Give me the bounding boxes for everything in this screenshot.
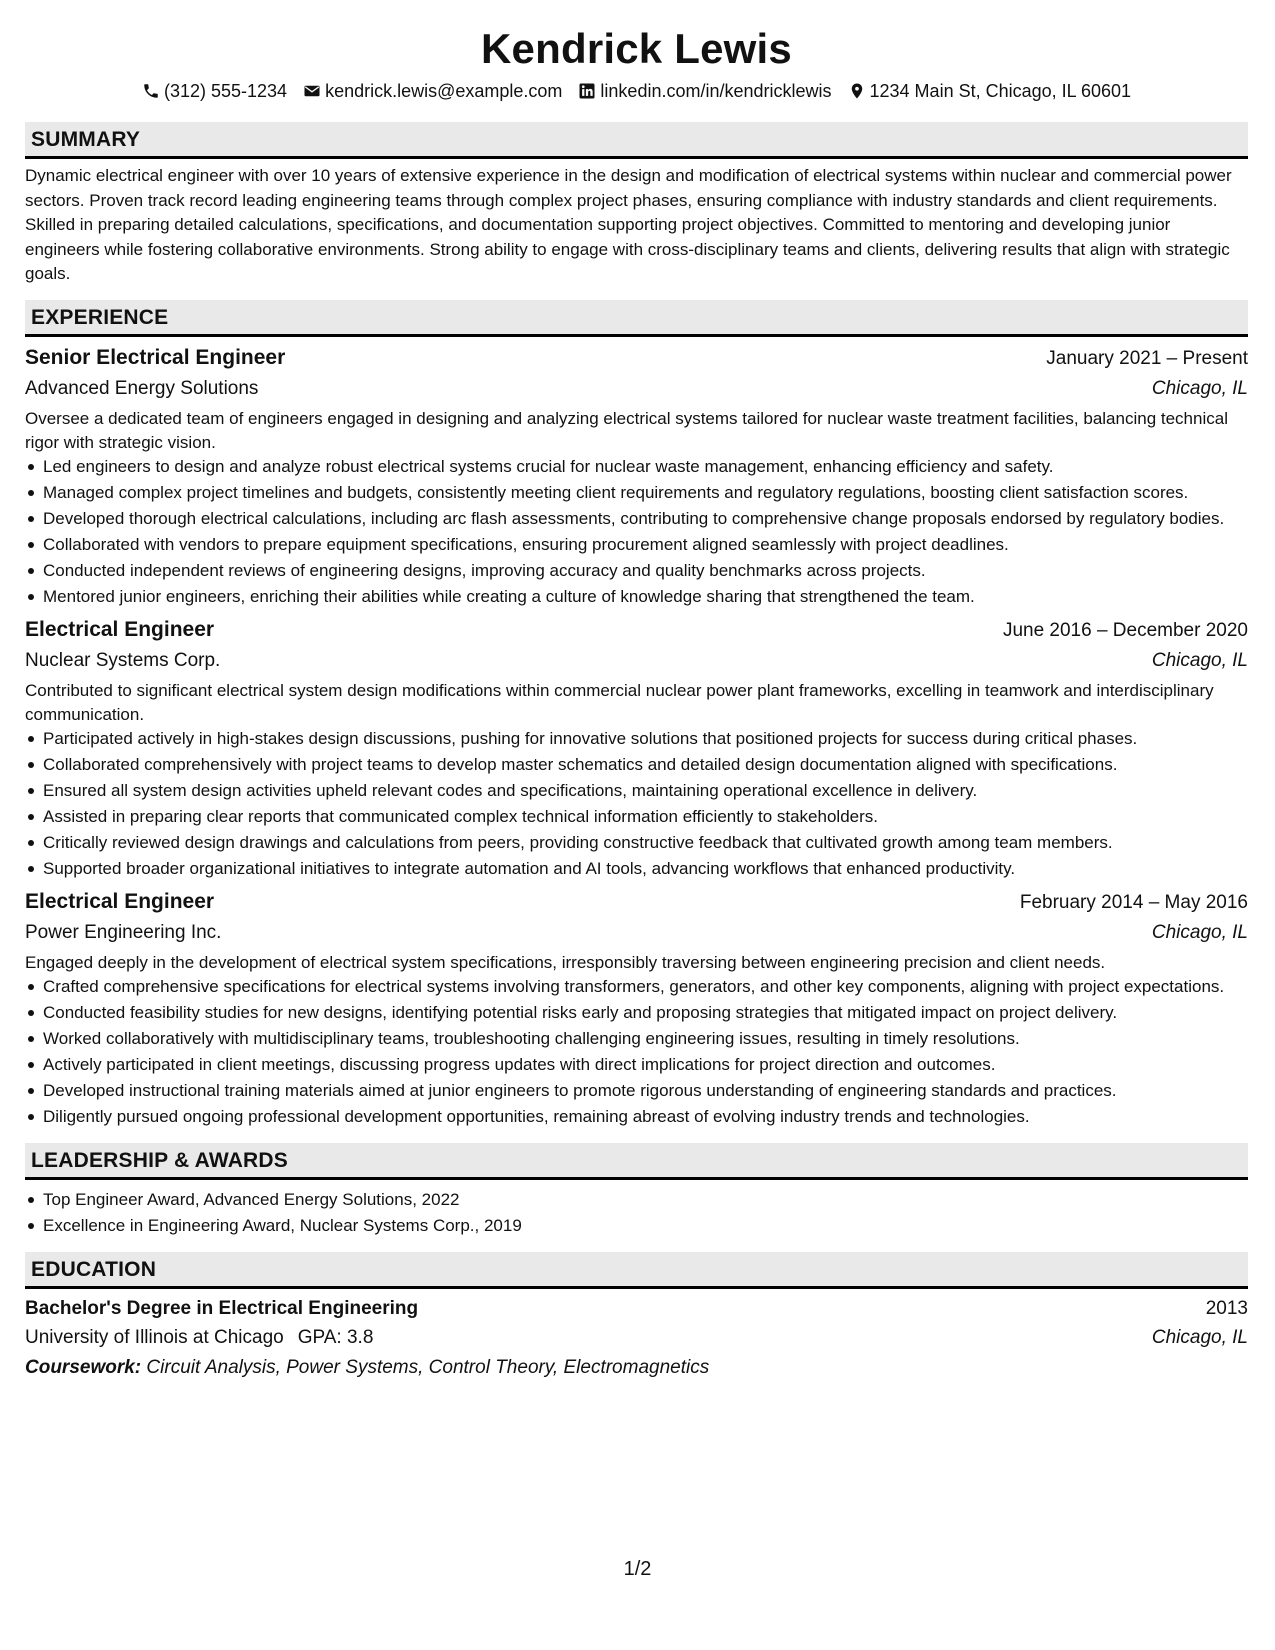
job-title: Electrical Engineer (25, 617, 215, 641)
graduation-year: 2013 (1205, 1297, 1248, 1319)
school-name: University of Illinois at Chicago (25, 1326, 284, 1348)
job-description: Oversee a dedicated team of engineers engaged in designing and analyzing electrical systems tailored for nuclear waste treatment facilities, balancing technical rigor with strategic vision. (25, 408, 1228, 452)
resume-page (25, 20, 1248, 1383)
job-entry (25, 343, 1248, 609)
bullet-item: Led engineers to design and analyze robust electrical systems crucial for nuclear waste management, enhancing efficiency and safety. (25, 455, 1248, 479)
envelope-icon (303, 82, 321, 100)
bullet-item: Assisted in preparing clear reports that communicated complex technical information efficiently to stakeholders. (25, 805, 1248, 829)
bullet-item: Managed complex project timelines and budgets, consistently meeting client requirements and regulatory regulations, boosting client satisfaction scores. (25, 481, 1248, 505)
bullet-item: Worked collaboratively with multidisciplinary teams, troubleshooting challenging engineering issues, resulting in timely resolutions. (25, 1027, 1248, 1051)
bullet-item: Mentored junior engineers, enriching their abilities while creating a culture of knowledge sharing that strengthened the team. (25, 585, 1248, 609)
job-title: Senior Electrical Engineer (25, 345, 286, 369)
bullet-item: Supported broader organizational initiatives to integrate automation and AI tools, advancing workflows that enhanced productivity. (25, 857, 1248, 881)
bullet-item: Participated actively in high-stakes design discussions, pushing for innovative solutions that positioned projects for success during critical phases. (25, 727, 1248, 751)
job-dates: January 2021 – Present (1046, 347, 1248, 369)
company-name: Nuclear Systems Corp. (25, 649, 221, 671)
job-entry (25, 615, 1248, 881)
bullet-item: Diligently pursued ongoing professional development opportunities, remaining abreast of evolving industry trends and technologies. (25, 1105, 1248, 1129)
coursework-list: Circuit Analysis, Power Systems, Control Theory, Electromagnetics (146, 1356, 710, 1378)
gpa-value: GPA: 3.8 (297, 1326, 374, 1348)
bullet-item: Actively participated in client meetings, discussing progress updates with direct implications for project direction and outcomes. (25, 1053, 1248, 1077)
bullet-item: Collaborated with vendors to prepare equipment specifications, ensuring procurement aligned seamlessly with project deadlines. (25, 533, 1248, 557)
job-entry (25, 887, 1248, 1129)
job-location: Chicago, IL (1151, 649, 1248, 671)
job-title: Electrical Engineer (25, 889, 215, 913)
section-heading-summary: SUMMARY (25, 122, 1248, 159)
job-description: Engaged deeply in the development of electrical system specifications, irresponsibly traversing between engineering precision and client needs. (25, 952, 1106, 972)
job-dates: June 2016 – December 2020 (1002, 619, 1248, 641)
education-section (25, 1252, 1248, 1383)
experience-section (25, 300, 1248, 1129)
contact-email[interactable] (303, 78, 562, 104)
bullet-item: Collaborated comprehensively with project teams to develop master schematics and detailed design documentation aligned with specifications. (25, 753, 1248, 777)
company-name: Advanced Energy Solutions (25, 377, 259, 399)
school-line (25, 1323, 373, 1353)
job-bullets (25, 727, 1248, 881)
awards-section (25, 1143, 1248, 1238)
bullet-item: Developed thorough electrical calculations, including arc flash assessments, contributing to comprehensive change proposals endorsed by regulatory bodies. (25, 507, 1248, 531)
bullet-item: Critically reviewed design drawings and calculations from peers, providing constructive feedback that cultivated growth among team members. (25, 831, 1248, 855)
section-heading-education: EDUCATION (25, 1252, 1248, 1289)
bullet-item: Conducted independent reviews of engineering designs, improving accuracy and quality benchmarks across projects. (25, 559, 1248, 583)
candidate-name: Kendrick Lewis (481, 25, 792, 72)
bullet-item: Developed instructional training materials aimed at junior engineers to promote rigorous understanding of engineering standards and practices. (25, 1079, 1248, 1103)
email-link[interactable]: kendrick.lewis@example.com (325, 81, 563, 101)
bullet-item: Conducted feasibility studies for new designs, identifying potential risks early and proposing strategies that mitigated impact on project delivery. (25, 1001, 1248, 1025)
company-name: Power Engineering Inc. (25, 921, 222, 943)
page-number: 1/2 (623, 1558, 652, 1580)
bullet-item: Ensured all system design activities upheld relevant codes and specifications, maintaining operational excellence in delivery. (25, 779, 1248, 803)
award-item: Top Engineer Award, Advanced Energy Solutions, 2022 (25, 1188, 1248, 1212)
contact-bar (25, 78, 1248, 104)
phone-number: (312) 555-1234 (163, 81, 288, 101)
section-heading-experience: EXPERIENCE (25, 300, 1248, 337)
contact-address (848, 78, 1132, 104)
award-item: Excellence in Engineering Award, Nuclear Systems Corp., 2019 (25, 1214, 1248, 1238)
job-dates: February 2014 – May 2016 (1019, 891, 1248, 913)
job-bullets (25, 975, 1248, 1129)
summary-paragraph: Dynamic electrical engineer with over 10 years of extensive experience in the design and modification of electrical systems within nuclear and commercial power sectors. Proven track record leading engineering teams through complex project phases, ensuring compliance with industry standards and client requirements. Skilled in preparing detailed calculations, specifications, and documentation supporting project objectives. Committed to mentoring and developing junior engineers while fostering collaborative environments. Strong ability to engage with cross-disciplinary teams and clients, delivering results that align with strategic goals. (25, 166, 1232, 283)
phone-icon (142, 82, 160, 100)
job-location: Chicago, IL (1151, 921, 1248, 943)
job-location: Chicago, IL (1151, 377, 1248, 399)
map-marker-icon (848, 82, 866, 100)
school-location: Chicago, IL (1151, 1326, 1248, 1348)
summary-section (25, 122, 1248, 287)
section-heading-awards: LEADERSHIP & AWARDS (25, 1143, 1248, 1180)
degree-title: Bachelor's Degree in Electrical Engineering (25, 1297, 419, 1319)
contact-linkedin[interactable] (578, 78, 831, 104)
linkedin-icon (578, 82, 596, 100)
address-text: 1234 Main St, Chicago, IL 60601 (869, 81, 1132, 101)
job-bullets (25, 455, 1248, 609)
coursework-line (25, 1353, 1248, 1383)
coursework-label: Coursework: (25, 1356, 142, 1378)
job-description: Contributed to significant electrical system design modifications within commercial nuclear power plant frameworks, excelling in teamwork and interdisciplinary communication. (25, 680, 1214, 724)
linkedin-link[interactable]: linkedin.com/in/kendricklewis (600, 81, 832, 101)
awards-list (25, 1188, 1248, 1238)
bullet-item: Crafted comprehensive specifications for electrical systems involving transformers, generators, and other key components, aligning with project expectations. (25, 975, 1248, 999)
contact-phone (142, 78, 287, 104)
